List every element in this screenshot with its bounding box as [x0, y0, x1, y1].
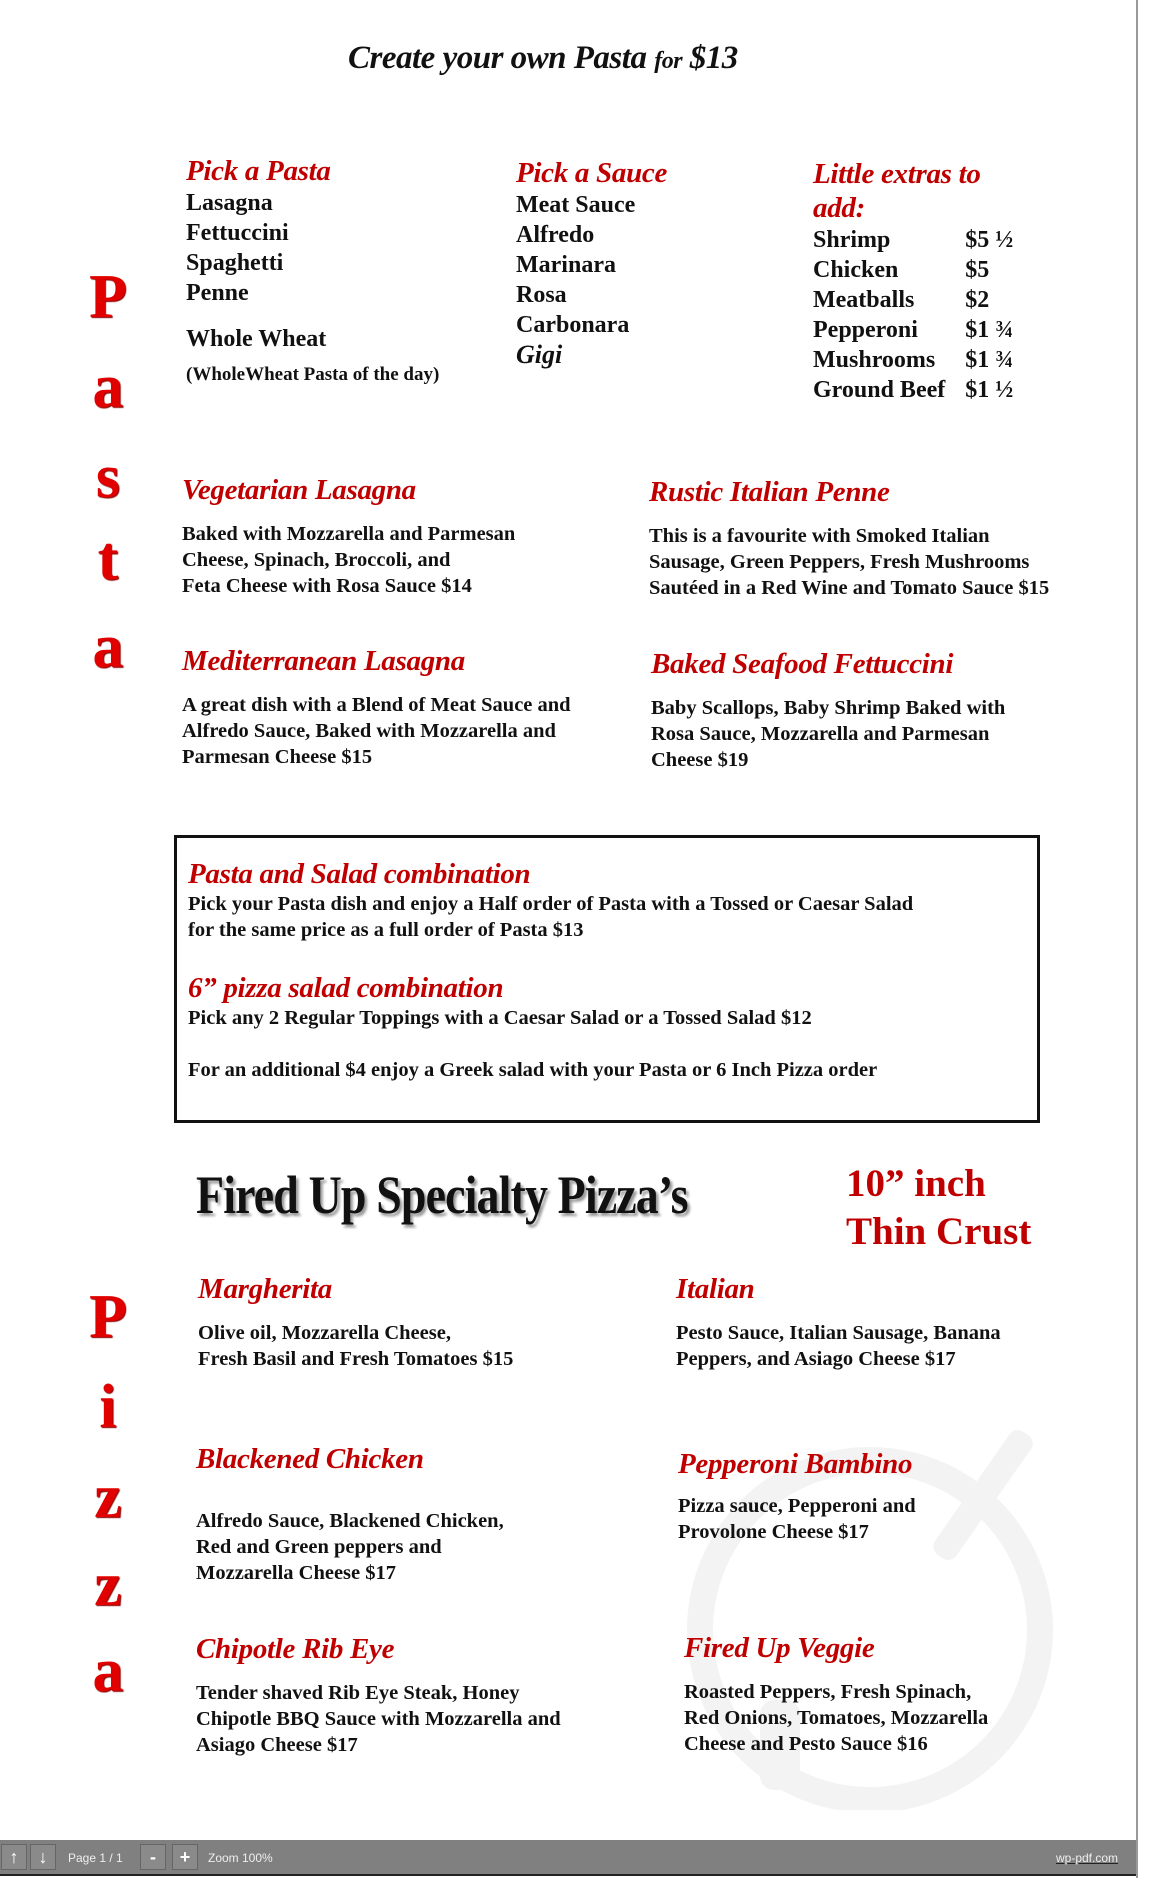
menu-item: [198, 1273, 513, 1372]
side-letter: P: [89, 263, 127, 331]
pizza-name: Pepperoni Bambino: [678, 1448, 913, 1480]
sauce-option: Marinara: [516, 252, 616, 278]
menu-item: [651, 648, 1005, 773]
combo-description: Pick your Pasta dish and enjoy a Half order of Pasta with a Tossed or Caesar Salad: [188, 893, 914, 915]
pizza-description: Red Onions, Tomatoes, Mozzarella: [684, 1707, 989, 1729]
side-letter: t: [97, 525, 119, 593]
pizza-description: Provolone Cheese $17: [678, 1521, 869, 1543]
side-letter: a: [92, 353, 124, 421]
side-letter: z: [94, 1463, 122, 1531]
side-letter: s: [95, 443, 121, 511]
zoom-out-button[interactable]: -: [140, 1844, 166, 1870]
dish-description: Sausage, Green Peppers, Fresh Mushrooms: [649, 551, 1030, 573]
pizza-description: Tender shaved Rib Eye Steak, Honey: [196, 1682, 520, 1704]
pizza-description: Red and Green peppers and: [196, 1536, 442, 1558]
side-label-pizza: [78, 1282, 138, 1707]
extra-price: $2: [965, 287, 990, 313]
pizza-name: Italian: [676, 1273, 755, 1305]
combo-description: Pick any 2 Regular Toppings with a Caesar Salad or a Tossed Salad $12: [188, 1007, 812, 1029]
combo-heading: Pasta and Salad combination: [188, 858, 531, 890]
pizza-description: Fresh Basil and Fresh Tomatoes $15: [198, 1348, 514, 1370]
dish-description: Feta Cheese with Rosa Sauce $14: [182, 575, 472, 597]
extra-row: [813, 285, 1013, 315]
pizza-section-title: Fired Up Specialty Pizza’s: [196, 1165, 688, 1225]
pizza-description: Olive oil, Mozzarella Cheese,: [198, 1322, 451, 1344]
extra-row: [813, 375, 1013, 405]
menu-item: [684, 1632, 988, 1757]
pick-pasta-section: [186, 155, 439, 388]
extra-row: [813, 225, 1013, 255]
pizza-description: Mozzarella Cheese $17: [196, 1562, 396, 1584]
pizza-name: Chipotle Rib Eye: [196, 1633, 395, 1665]
zoom-in-button[interactable]: +: [172, 1844, 198, 1870]
dish-description: Parmesan Cheese $15: [182, 746, 373, 768]
section-heading: Little extras to: [813, 158, 981, 190]
dish-description: Sautéed in a Red Wine and Tomato Sauce $15: [649, 577, 1050, 599]
pizza-size-crust: Thin Crust: [846, 1210, 1032, 1253]
arrow-up-icon[interactable]: ↑: [1, 1844, 27, 1870]
section-heading: add:: [813, 192, 865, 224]
wp-pdf-link[interactable]: wp-pdf.com: [1056, 1851, 1119, 1865]
side-letter: z: [94, 1551, 122, 1619]
extra-row: [813, 255, 1013, 285]
pasta-option: Spaghetti: [186, 250, 284, 276]
pick-sauce-section: [516, 157, 667, 370]
pizza-description: Chipotle BBQ Sauce with Mozzarella and: [196, 1708, 561, 1730]
extras-table: [813, 225, 1013, 405]
side-letter: P: [89, 1283, 127, 1351]
combo-pizza-salad: [188, 972, 812, 1031]
extra-price: $1 ¾: [965, 347, 1014, 373]
dish-description: Alfredo Sauce, Baked with Mozzarella and: [182, 720, 556, 742]
pizza-description: Cheese and Pesto Sauce $16: [684, 1733, 928, 1755]
sauce-option: Carbonara: [516, 312, 630, 338]
extra-price: $1 ½: [965, 377, 1014, 403]
menu-item: [196, 1443, 504, 1586]
extras-section: [813, 157, 1013, 405]
pizza-description: Peppers, and Asiago Cheese $17: [676, 1348, 956, 1370]
dish-name: Vegetarian Lasagna: [182, 474, 416, 506]
extra-name: Ground Beef: [813, 377, 946, 403]
dish-description: Cheese $19: [651, 749, 749, 771]
sauce-option: Gigi: [516, 340, 563, 369]
section-heading: Pick a Pasta: [186, 155, 331, 187]
dish-name: Rustic Italian Penne: [649, 476, 890, 508]
sauce-option: Meat Sauce: [516, 192, 636, 218]
dish-description: Cheese, Spinach, Broccoli, and: [182, 549, 451, 571]
menu-item: [182, 474, 515, 599]
dish-description: This is a favourite with Smoked Italian: [649, 525, 990, 547]
extra-name: Chicken: [813, 257, 899, 283]
pizza-name: Margherita: [198, 1273, 332, 1305]
pizza-size-inch: 10” inch: [846, 1162, 986, 1205]
pizza-name: Fired Up Veggie: [684, 1632, 875, 1664]
whole-wheat-note: (WholeWheat Pasta of the day): [186, 364, 440, 385]
page-edge: [1136, 0, 1138, 1878]
dish-description: A great dish with a Blend of Meat Sauce and: [182, 694, 571, 716]
menu-item: [676, 1273, 1001, 1372]
pasta-option: Lasagna: [186, 190, 273, 216]
pizza-name: Blackened Chicken: [196, 1443, 424, 1475]
menu-item: [182, 645, 571, 770]
extra-name: Shrimp: [813, 227, 891, 253]
dish-description: Baby Scallops, Baby Shrimp Baked with: [651, 697, 1006, 719]
pasta-option: Fettuccini: [186, 220, 289, 246]
combo-pasta-salad: [188, 858, 913, 943]
extra-price: $5: [965, 257, 990, 283]
section-heading: Pick a Sauce: [516, 157, 668, 189]
side-label-pasta: [78, 262, 138, 683]
side-letter: a: [92, 613, 124, 681]
arrow-down-icon[interactable]: ↓: [30, 1844, 56, 1870]
dish-name: Mediterranean Lasagna: [182, 645, 465, 677]
sauce-option: Rosa: [516, 282, 567, 308]
extra-name: Mushrooms: [813, 347, 936, 373]
menu-item: [196, 1633, 561, 1758]
side-letter: i: [99, 1373, 117, 1441]
pizza-description: Alfredo Sauce, Blackened Chicken,: [196, 1510, 504, 1532]
menu-item: [678, 1448, 916, 1545]
extra-row: [813, 345, 1013, 375]
extra-price: $1 ¾: [965, 317, 1014, 343]
extra-name: Pepperoni: [813, 317, 918, 343]
extra-price: $5 ½: [965, 227, 1014, 253]
pdf-toolbar: [0, 1840, 1136, 1876]
page-indicator: Page 1 / 1: [68, 1851, 123, 1865]
pizza-description: Pizza sauce, Pepperoni and: [678, 1495, 916, 1517]
combo-heading: 6” pizza salad combination: [188, 972, 504, 1004]
pizza-size: [846, 1160, 1031, 1256]
pizza-description: Asiago Cheese $17: [196, 1734, 358, 1756]
dish-description: Baked with Mozzarella and Parmesan: [182, 523, 516, 545]
greek-salad-note: For an additional $4 enjoy a Greek salad with your Pasta or 6 Inch Pizza order: [188, 1059, 878, 1081]
pasta-option: Whole Wheat: [186, 326, 327, 352]
dish-description: Rosa Sauce, Mozzarella and Parmesan: [651, 723, 990, 745]
page-title: Create your own Pasta for $13: [348, 40, 738, 76]
menu-item: [649, 476, 1049, 601]
extra-name: Meatballs: [813, 287, 915, 313]
extra-row: [813, 315, 1013, 345]
combo-description: for the same price as a full order of Pasta $13: [188, 919, 584, 941]
combo-box: [174, 835, 1040, 1123]
side-letter: a: [92, 1637, 124, 1705]
sauce-option: Alfredo: [516, 222, 595, 248]
pizza-description: Pesto Sauce, Italian Sausage, Banana: [676, 1322, 1001, 1344]
pizza-description: Roasted Peppers, Fresh Spinach,: [684, 1681, 972, 1703]
zoom-level: Zoom 100%: [208, 1851, 273, 1865]
pasta-option: Penne: [186, 280, 249, 306]
dish-name: Baked Seafood Fettuccini: [651, 648, 954, 680]
